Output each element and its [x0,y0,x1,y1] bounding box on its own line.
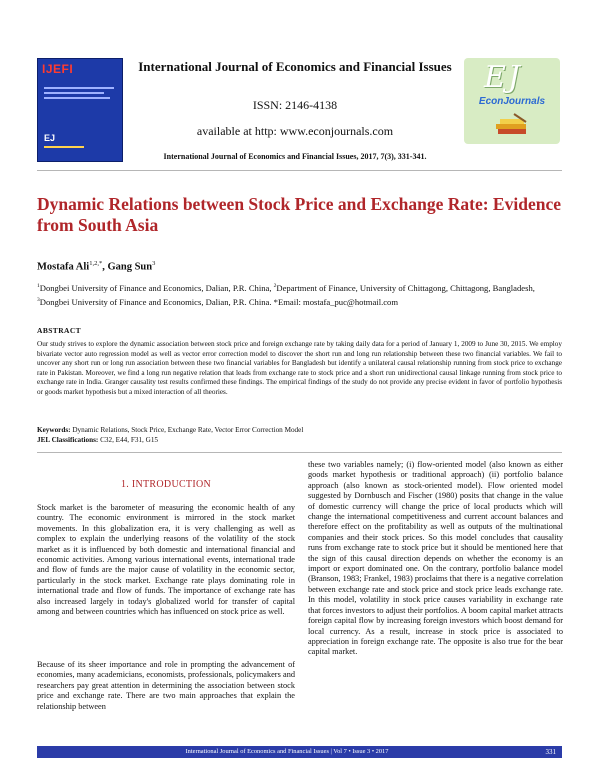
body-paragraph: Because of its sheer importance and role in prompting the advancement of economies, many academicians, economists, professionals, policymakers and researchers pay great attention in determining the association between stock price and exchange rate. There are two main approaches that explain the relationship between [37,660,295,711]
keywords-label: Keywords: [37,426,71,434]
cover-ej-mark: EJ [44,133,56,143]
page-number: 331 [545,748,556,756]
abstract-heading: ABSTRACT [37,326,82,335]
header-divider [37,170,562,171]
books-icon [492,112,532,136]
keywords-text: Dynamic Relations, Stock Price, Exchange Rate, Vector Error Correction Model [70,426,304,434]
paper-title: Dynamic Relations between Stock Price and Exchange Rate: Evidence from South Asia [37,194,561,235]
jel-text: C32, E44, F31, G15 [98,435,159,444]
ej-logo-word: EconJournals [478,96,546,107]
jel-label: JEL Classifications: [37,435,99,444]
section-heading: 1. INTRODUCTION [120,479,212,490]
footer-journal-info: International Journal of Economics and Financial Issues | Vol 7 • Issue 3 • 2017 [185,748,389,755]
abstract-text: Our study strives to explore the dynamic association between stock price and foreign exchange rate by taking daily data for a period of January 1, 2009 to June 30, 2015. We employ bivariate vector auto regression model as well as vector error correction model to discover the short run and long run relationship between these two financial variables. We fail to uncover any short run or long run association between these two financial variables for Bangladesh but identify a unilateral causal relationship running from stock price to exchange rate in Pakistan. Moreover, we find a long run negative relation that leads from exchange rate to stock price and a short run unidirectional causal linkage running from stock price to exchange rate in India. Granger causality test results confirmed these findings. The empirical findings of the study do not provide any precise evident in favor of portfolio hypothesis or goods market hypothesis but a mixed interaction of all theories. [37,340,562,396]
author-line: Mostafa Ali$^{1,2,*}$, Gang Sun$^3$ [37,260,156,273]
body-paragraph: Stock market is the barometer of measuring the economic health of any country. The economic environment is mirrored in the stock market movements. In this globalization era, it is very challenging as well as complex to explain the underlying reasons of the volatility of the stock market as it is influenced by both domestic and international financial and economic activities. Among various international events, international trade and flow of funds are the major cause of volatility in the economic sector, particularly in the stock market. Exchange rate plays dominating role in international trade and flow of funds. The importance of exchange rate has also increased largely in today's globalized world for transfer of capital among and between countries which has influenced on stock price as well. [37,503,295,617]
author-name: Gang Sun [107,261,153,273]
citation-line: International Journal of Economics and Financial Issues, 2017, 7(3), 331-341. [163,152,427,161]
section-divider [37,452,562,453]
journal-title: International Journal of Economics and Financial Issues [138,59,452,74]
availability-link[interactable]: available at http: www.econjournals.com [196,124,394,138]
ej-logo-letters: EJ [484,60,522,95]
econjournals-logo [464,58,560,144]
affiliations: $^1$Dongbei University of Finance and Economics, Dalian, P.R. China, $^2$Department of Finance, University of Chittagong, Chittagong, Bangladesh, $^3$Dongbei University of Finance and Economics, Dalian, P.R. China. *Email: mostafa_puc@hotmail.com [37,282,535,307]
body-paragraph: these two variables namely; (i) flow-oriented model (also known as either goods market hypothesis or traditional approach) (ii) portfolio balance approach (also known as stock-oriented model). Flow oriented model suggested by Dornbusch and Fischer (1980) posits that change in the value of domestic currency will change the price of local products which will change the international competitiveness and current account balances and therefore effect on the profitability as well as outputs of the multinational companies and their stock prices. So this model concludes that causality runs from exchange rate to stock price but it should be mentioned here that the sign of this causal direction depends on whether the economy is an import or export dominated one. On the contrary, portfolio balance model (Branson, 1983; Frankel, 1983) proclaims that there is a negative correlation between exchange rate and stock price and stock price leads exchange rate. In this model, volatility in stock price causes variability in exchange rate that forces investors to adjust their portfolios. A boom capital market attracts foreign capital flow by increasing foreign investors which boost demand for local currency. As a result, increase in stock price is associated to appreciation in foreign exchange rate. The opposite is also true for the bear capital market. [308,460,563,657]
cover-logo-text: IJEFI [42,62,74,76]
page-footer [37,746,562,758]
author-name: Mostafa Ali [37,261,90,273]
issn: ISSN: 2146-4138 [252,98,338,112]
keywords-block [37,426,562,445]
journal-cover-image [37,58,123,162]
